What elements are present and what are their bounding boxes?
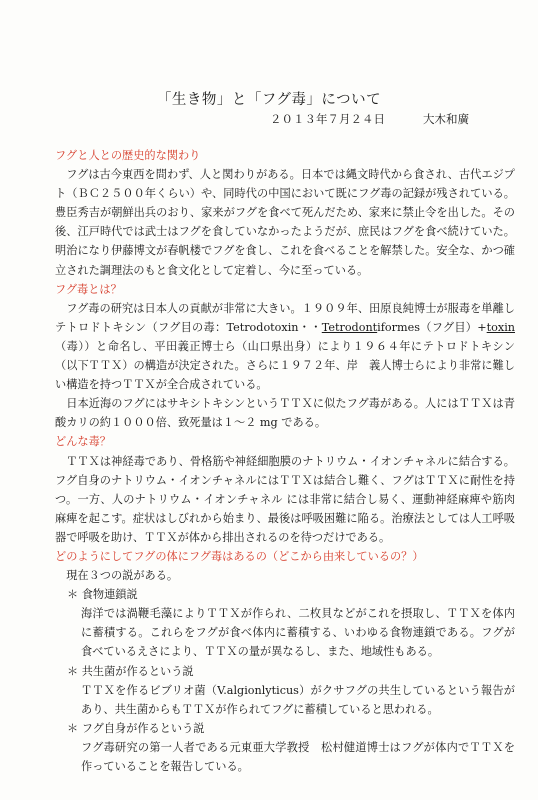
- toxin-type-paragraph: ＴＴＸは神経毒であり、骨格筋や神経細胞膜のナトリウム・イオンチャネルに結合する。フグ自身のナトリウム・イオンチャネルにはＴＴＸは結合し難く、フグはＴＴＸに耐性を持つ。一方、人のナトリウム・イオンチャネル には非常に結合し易く、運動神経麻痺や筋肉麻痺を起こす。症状はしびれから始まり、最後は呼吸困難に陥る。治療法としては人工呼吸器で呼吸を助け、ＴＴＸが体から排出されるのを待つだけである。: [55, 454, 515, 544]
- theory-title-food-chain: ＊ 食物連鎖説: [67, 588, 138, 602]
- section-heading-history: フグと人との歴史的な関わり: [55, 149, 201, 162]
- origin-intro: 現在３つの説がある。: [66, 569, 179, 583]
- section-heading-origin: どのようにしてフグの体にフグ毒はあるの（どこから由来しているの？）: [55, 549, 424, 563]
- what-is-text-c: （毒））と命名し、平田義正博士ら（山口県出身）により１９６４年にテトロドトキシン（以下ＴＴＸ）の構造が決定された。さらに１９７２年、岸 義人博士らにより非常に難しい構造を持つＴＴＸが全合成されている。: [55, 339, 515, 392]
- theory-body-food-chain: 海洋では渦鞭毛藻によりＴＴＸが作られ、二枚貝などがこれを摂取し、ＴＴＸを体内に蓄積する。これらをフグが食べ体内に蓄積する、いわゆる食物連鎖である。フグが食べているえさにより、ＴＴＸの量が異なるし、また、地域性もある。: [81, 607, 515, 659]
- theory-title-self-production: ＊ フグ自身が作るという説: [67, 721, 205, 735]
- section-heading-toxin-type: どんな毒？: [55, 435, 111, 449]
- document-date: ２０１３年７月２４日: [270, 112, 385, 126]
- theory-body-self-production: フグ毒研究の第一人者である元東亜大学教授 松村健道博士はフグが体内でＴＴＸを作っていることを報告している。: [81, 740, 515, 773]
- document-body: [55, 146, 515, 776]
- document-meta: [270, 111, 469, 127]
- what-is-text-b: iformes（フグ目）+: [377, 320, 487, 334]
- theory-body-symbiosis: ＴＴＸを作るビブリオ菌（V.algionlyticus）がクサフグの共生しているという報告があり、共生菌からもＴＴＸが作られてフグに蓄積していると思われる。: [81, 683, 515, 716]
- section-heading-what-is: フグ毒とは？: [55, 282, 122, 296]
- document-author: 大木和廣: [423, 112, 469, 126]
- toxin-term: toxin: [486, 320, 515, 334]
- theory-title-symbiosis: ＊ 共生菌が作るという説: [67, 664, 194, 678]
- what-is-paragraph-1: [55, 299, 515, 394]
- what-is-text-a: フグ毒の研究は日本人の貢献が非常に大きい。１９０９年、田原良純博士が服毒を単離しテトロドトキシン（フグ目の毒：Tetrodotoxin・・: [55, 301, 515, 334]
- history-paragraph: フグは古今東西を問わず、人と関わりがある。日本では縄文時代から食され、古代エジプト（ＢＣ２５００年くらい）や、同時代の中国において既にフグ毒の記録が残されている。豊臣秀吉が朝鮮出兵のおり、家来がフグを食べて死んだため、家来に禁止令を出した。その後、江戸時代では武士はフグを食していなかったようだが、庶民はフグを食べ続けていた。明治になり伊藤博文が春帆楼でフグを食し、これを食べることを解禁した。安全な、かつ確立された調理法のもと食文化として定着し、今に至っている。: [55, 168, 515, 277]
- document-title: 「生き物」と「フグ毒」について: [156, 92, 382, 108]
- tetrodont-term: Tetrodont: [321, 320, 378, 334]
- what-is-paragraph-2: 日本近海のフグにはサキシトキシンというＴＴＸに似たフグ毒がある。人にはＴＴＸは青酸カリの約１０００倍、致死量は１～２ mg である。: [55, 397, 515, 430]
